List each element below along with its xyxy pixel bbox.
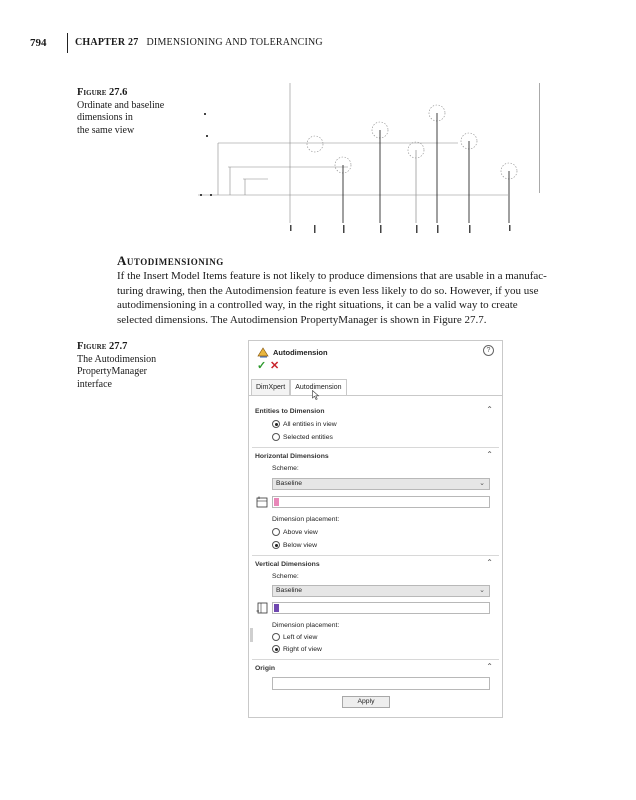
- hole-circle: [307, 136, 323, 152]
- vertical-origin-icon[interactable]: [256, 602, 268, 614]
- radio-selected-icon[interactable]: [272, 420, 280, 428]
- horizontal-color-swatch: [274, 498, 279, 506]
- body-line: autodimensioning in a controlled way, in the right situations, it can be a valid way to create: [117, 299, 518, 312]
- body-line: If the Insert Model Items feature is not likely to produce dimensions that are usable in a manufac-: [117, 270, 547, 282]
- entities-section-heading[interactable]: Entities to Dimension: [255, 408, 325, 415]
- chapter-title: DIMENSIONING AND TOLERANCING: [146, 37, 323, 48]
- body-paragraph: [117, 269, 587, 327]
- caption-line: The Autodimension: [77, 353, 157, 365]
- tick-mark: [210, 194, 212, 196]
- tab-underline: [249, 395, 502, 396]
- radio-unselected-icon[interactable]: [272, 433, 280, 441]
- body-line: selected dimensions. The Autodimension PropertyManager is shown in Figure 27.7.: [117, 313, 487, 326]
- placement-label: Dimension placement:: [272, 622, 340, 629]
- radio-label: Selected entities: [283, 433, 333, 441]
- radio-unselected-icon[interactable]: [272, 633, 280, 641]
- horizontal-scheme-select[interactable]: [272, 478, 490, 490]
- ordinate-dimension-drawing: [188, 83, 540, 243]
- tick-mark: [204, 113, 206, 115]
- collapse-chevron-icon[interactable]: ⌃: [486, 405, 493, 414]
- caption-line: Ordinate and baseline: [77, 99, 165, 111]
- caption-line: interface: [77, 378, 112, 390]
- body-line: turing drawing, then the Autodimension feature is even less likely to do so. However, if you use: [117, 284, 539, 297]
- vertical-scheme-select[interactable]: [272, 585, 490, 597]
- vertical-edge-selection-box[interactable]: [272, 602, 490, 614]
- chapter-number: CHAPTER 27: [75, 37, 139, 48]
- collapse-chevron-icon[interactable]: ⌃: [486, 450, 493, 459]
- autodimension-icon: [257, 346, 269, 358]
- chevron-down-icon: ⌄: [479, 480, 485, 487]
- horizontal-edge-selection-box[interactable]: [272, 496, 490, 508]
- ordinate-value-mark: [290, 225, 292, 231]
- ordinate-value-mark: [314, 225, 316, 233]
- radio-below-view[interactable]: [272, 541, 317, 549]
- origin-section-heading[interactable]: Origin: [255, 665, 276, 672]
- placement-label: Dimension placement:: [272, 516, 340, 523]
- radio-right-of-view[interactable]: [272, 645, 322, 653]
- radio-left-of-view[interactable]: [272, 633, 317, 641]
- collapse-chevron-icon[interactable]: ⌃: [486, 662, 493, 671]
- figure-label: Figure 27.7: [77, 341, 128, 352]
- page-number: 794: [30, 37, 47, 49]
- figure-label: Figure 27.6: [77, 87, 128, 98]
- section-divider: [252, 447, 499, 448]
- mouse-cursor-icon: [312, 390, 320, 400]
- radio-label: Left of view: [283, 633, 318, 641]
- pm-tabs: [251, 379, 347, 396]
- horizontal-origin-icon[interactable]: [256, 496, 268, 508]
- horizontal-section-heading[interactable]: Horizontal Dimensions: [255, 453, 329, 460]
- radio-selected-entities[interactable]: [272, 433, 333, 441]
- figure-27-6-caption: [77, 87, 187, 137]
- ordinate-value-mark: [380, 225, 382, 233]
- cancel-x-icon[interactable]: ✕: [270, 360, 280, 372]
- figure-27-7-caption: [77, 341, 187, 391]
- tick-mark: [206, 135, 208, 137]
- radio-selected-icon[interactable]: [272, 645, 280, 653]
- ok-checkmark-icon[interactable]: ✓: [257, 360, 267, 372]
- autodimension-property-manager: [248, 340, 503, 718]
- help-icon[interactable]: ?: [483, 345, 494, 356]
- radio-label: Above view: [283, 528, 318, 536]
- collapse-chevron-icon[interactable]: ⌃: [486, 558, 493, 567]
- tab-dimxpert[interactable]: DimXpert: [251, 379, 290, 396]
- select-value: Baseline: [276, 587, 303, 594]
- select-value: Baseline: [276, 480, 303, 487]
- radio-all-entities[interactable]: [272, 420, 337, 428]
- radio-above-view[interactable]: [272, 528, 318, 536]
- section-divider: [252, 659, 499, 660]
- scrollbar-handle[interactable]: [250, 628, 253, 642]
- radio-selected-icon[interactable]: [272, 541, 280, 549]
- radio-label: Right of view: [283, 645, 322, 653]
- ordinate-value-mark: [509, 225, 511, 231]
- radio-unselected-icon[interactable]: [272, 528, 280, 536]
- header-divider: [67, 33, 68, 53]
- ordinate-value-mark: [343, 225, 345, 233]
- section-title: Autodimensioning: [117, 253, 224, 268]
- tab-autodimension[interactable]: Autodimension: [290, 379, 346, 396]
- chapter-header: [75, 37, 323, 48]
- apply-button[interactable]: Apply: [342, 696, 390, 708]
- pm-title: Autodimension: [273, 347, 328, 357]
- ordinate-value-mark: [416, 225, 418, 233]
- radio-label: Below view: [283, 541, 317, 549]
- scheme-label: Scheme:: [272, 465, 299, 472]
- vertical-section-heading[interactable]: Vertical Dimensions: [255, 561, 320, 568]
- caption-line: dimensions in: [77, 112, 133, 123]
- caption-line: PropertyManager: [77, 366, 147, 377]
- section-divider: [252, 555, 499, 556]
- ordinate-value-mark: [437, 225, 439, 233]
- chevron-down-icon: ⌄: [479, 587, 485, 594]
- ordinate-value-mark: [469, 225, 471, 233]
- vertical-color-swatch: [274, 604, 279, 612]
- scheme-label: Scheme:: [272, 573, 299, 580]
- pm-title-bar: [257, 345, 328, 359]
- origin-input[interactable]: [272, 677, 490, 690]
- radio-label: All entities in view: [283, 420, 337, 428]
- tick-mark: [200, 194, 202, 196]
- caption-line: the same view: [77, 124, 135, 136]
